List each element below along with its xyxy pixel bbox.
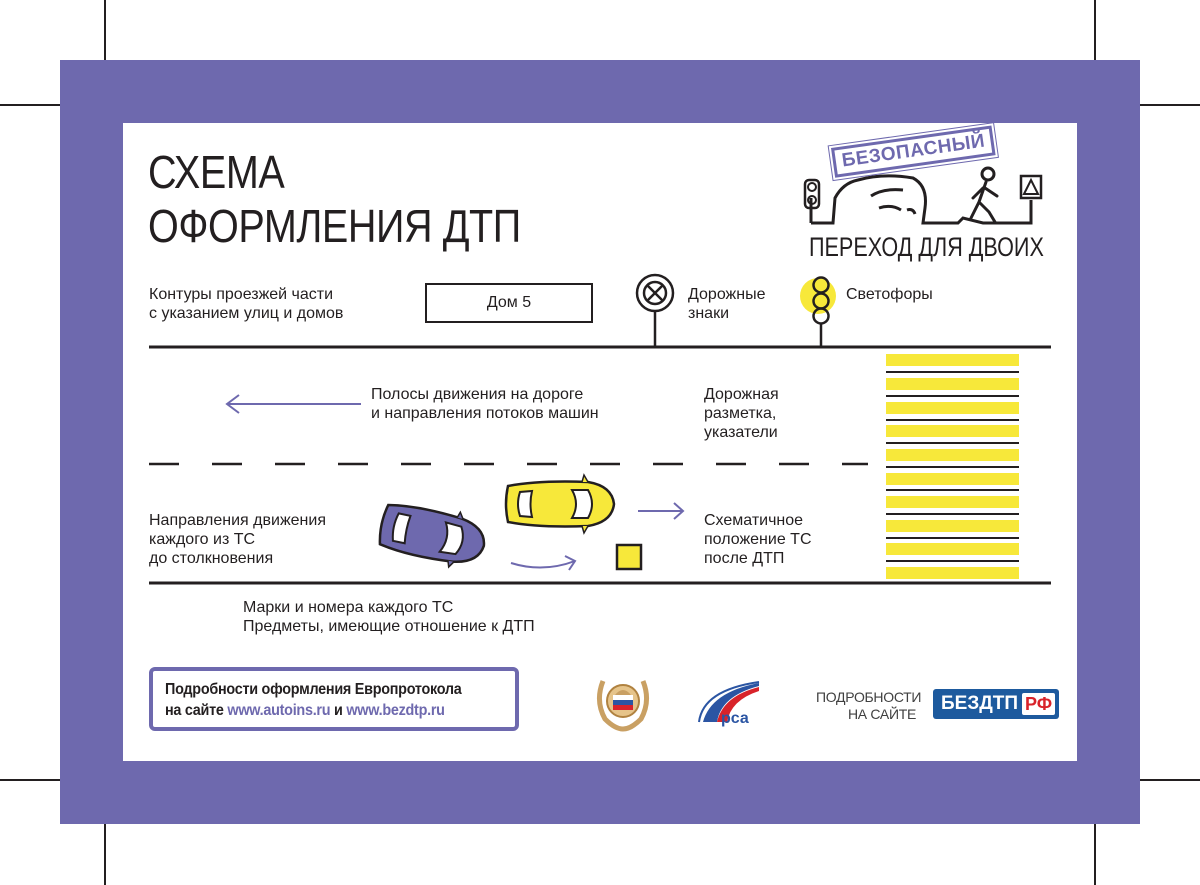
legend-text: Дорожные [688,286,766,303]
legend-vehicles-info [243,598,535,636]
legend-text: до столкновения [149,550,274,567]
bezdtp-logo-suffix: РФ [1022,693,1055,715]
curved-arrow-icon [511,556,575,570]
autoins-link[interactable]: www.autoins.ru [227,702,331,719]
bezdtp-logo-main: БЕЗДТП [941,693,1019,714]
legend-position-after [704,511,812,568]
legend-text: после ДТП [704,550,785,567]
details-caption [816,689,922,723]
legend-text: и направления потоков машин [371,405,599,422]
info-prefix: на сайте [165,702,228,719]
caption-line: ПОДРОБНОСТИ [816,689,922,705]
legend-text: Полосы движения на дороге [371,386,584,403]
bezdtp-logo[interactable] [933,689,1059,719]
safe-stamp: БЕЗОПАСНЫЙ [831,125,996,177]
object-marker-icon [617,545,641,569]
road-diagram [123,123,1077,761]
bezdtp-link[interactable]: www.bezdtp.ru [346,702,445,719]
safe-crossing-caption: ПЕРЕХОД ДЛЯ ДВОИХ [809,232,1044,262]
svg-text:рса: рса [721,710,749,727]
road-sign-icon [637,275,673,347]
crosswalk-markings [886,354,1019,579]
accident-scheme-card [123,123,1077,761]
legend-text: Схематичное [704,512,804,529]
legend-text: с указанием улиц и домов [149,305,344,322]
legend-text: каждого из ТС [149,531,256,548]
title-line-1: СХЕМА [148,146,285,198]
legend-road-markings [704,385,779,442]
legend-text: знаки [688,305,730,322]
europrotocol-info-box [149,667,519,731]
legend-text: Марки и номера каждого ТС [243,599,454,616]
lane-direction-arrow-icon [227,395,361,413]
traffic-light-icon [800,278,836,348]
info-line-1: Подробности оформления Европротокола [165,681,462,698]
movement-arrow-icon [638,503,683,519]
legend-text: Контуры проезжей части [149,286,334,303]
legend-text: разметка, [704,405,777,422]
title-line-2: ОФОРМЛЕНИЯ ДТП [148,200,521,252]
house-label: Дом 5 [486,294,532,311]
info-conj: и [330,702,347,719]
purple-car-icon [376,497,490,574]
legend-road-signs [688,285,765,323]
legend-directions [149,511,326,568]
info-line-2 [165,700,480,721]
caption-line: НА САЙТЕ [847,706,916,722]
legend-traffic-lights [846,285,933,304]
gibdd-emblem-icon [593,671,653,733]
legend-lanes [371,385,599,423]
legend-text: Светофоры [846,286,933,303]
rsa-logo-icon [695,678,765,728]
legend-text: Предметы, имеющие отношение к ДТП [243,618,535,635]
legend-text: Направления движения [149,512,326,529]
legend-text: Дорожная [704,386,779,403]
legend-text: положение ТС [704,531,812,548]
yellow-car-icon [506,475,614,533]
legend-text: указатели [704,424,778,441]
